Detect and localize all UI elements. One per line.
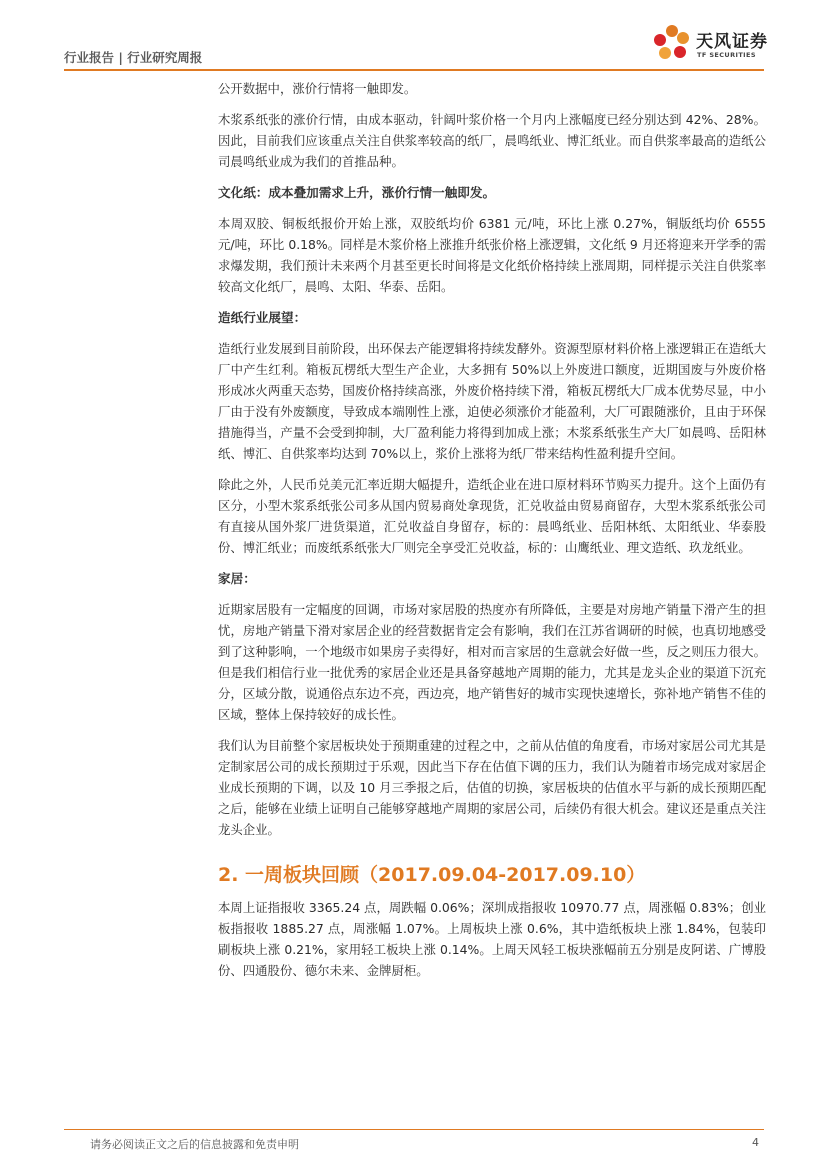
main-content [218, 78, 766, 991]
section-title-weekly-review: 2. 一周板块回顾（2017.09.04-2017.09.10） [218, 864, 646, 886]
subheading-furniture: 家居： [218, 571, 256, 586]
footer-disclaimer: 请务必阅读正文之后的信息披露和免责申明 [90, 1138, 299, 1151]
subheading-industry-outlook: 造纸行业展望： [218, 310, 307, 325]
subheading-culture-paper: 文化纸：成本叠加需求上升，涨价行情一触即发。 [218, 185, 496, 200]
paragraph: 除此之外，人民币兑美元汇率近期大幅提升，造纸企业在进口原材料环节购买力提升。这个上面仍有区分，小型木浆系纸张公司多从国内贸易商处拿现货，汇兑收益由贸易商留存，大型木浆系纸张公司有直接从国外浆厂进货渠道，汇兑收益自身留存，标的：晨鸣纸业、岳阳林纸、太阳纸业、华泰股份、博汇纸业；而废纸系纸张大厂则完全享受汇兑收益，标的：山鹰纸业、理文造纸、玖龙纸业。 [218, 477, 766, 555]
paragraph: 我们认为目前整个家居板块处于预期重建的过程之中，之前从估值的角度看，市场对家居公司尤其是定制家居公司的成长预期过于乐观，因此当下存在估值下调的压力，我们认为随着市场完成对家居企业成长预期的下调，以及 10 月三季报之后，估值的切换，家居板块的估值水平与新的成长预期匹配之后，能够在业绩上证明自己能够穿越地产周期的家居公司，后续仍有很大机会。建议还是重点关注龙头企业。 [218, 738, 766, 837]
paragraph: 公开数据中，涨价行情将一触即发。 [218, 81, 417, 96]
paragraph: 本周上证指报收 3365.24 点，周跌幅 0.06%；深圳成指报收 10970.77 点，周涨幅 0.83%；创业板指报收 1885.27 点，周涨幅 1.07%。上周板块上涨 0.6%，其中造纸板块上涨 1.84%，包装印刷板块上涨 0.21%，家用轻工板块上涨 0.14%。上周天风轻工板块涨幅前五分别是皮阿诺、广博股份、四通股份、德尔未来、金牌厨柜。 [218, 900, 766, 978]
paragraph: 近期家居股有一定幅度的回调，市场对家居股的热度亦有所降低，主要是对房地产销量下滑产生的担忧，房地产销量下滑对家居企业的经营数据肯定会有影响，我们在江苏省调研的时候，也真切地感受到了这种影响，一个地级市如果房子卖得好，相对而言家居的生意就会好做一些，反之则压力很大。但是我们相信行业一批优秀的家居企业还是具备穿越地产周期的能力，尤其是龙头企业的渠道下沉充分，区域分散，说通俗点东边不亮，西边亮，地产销售好的城市实现快速增长，弥补地产销售不佳的区域，整体上保持较好的成长性。 [218, 602, 766, 722]
company-logo [650, 22, 768, 66]
paragraph: 本周双胶、铜板纸报价开始上涨，双胶纸均价 6381 元/吨，环比上涨 0.27%，铜版纸均价 6555 元/吨，环比 0.18%。同样是木浆价格上涨推升纸张价格上涨逻辑，文化纸 9 月还将迎来开学季的需求爆发期，我们预计未来两个月甚至更长时间将是文化纸价格持续上涨周期，同样提示关注自供浆率较高文化纸厂，晨鸣、太阳、华泰、岳阳。 [218, 216, 766, 294]
footer-rule [64, 1129, 764, 1130]
page-number: 4 [752, 1136, 759, 1149]
paragraph: 造纸行业发展到目前阶段，出环保去产能逻辑将持续发酵外。资源型原材料价格上涨逻辑正在造纸大厂中产生红利。箱板瓦楞纸大型生产企业，大多拥有 50%以上外废进口额度，近期国废与外废价格形成冰火两重天态势，国废价格持续高涨，外废价格持续下滑，箱板瓦楞纸大厂成本优势尽显，中小厂由于没有外废额度，导致成本端刚性上涨，迫使必须涨价才能盈利，大厂可跟随涨价，且由于环保措施得当，产量不会受到抑制，大厂盈利能力将得到加成上涨；木浆系纸张生产大厂如晨鸣、岳阳林纸、博汇、自供浆率均达到 70%以上，浆价上涨将为纸厂带来结构性盈利提升空间。 [218, 341, 766, 461]
logo-subtitle: TF SECURITIES [697, 51, 756, 59]
header-rule [64, 69, 764, 71]
logo-name: 天风证券 [696, 32, 768, 52]
paragraph: 木浆系纸张的涨价行情，由成本驱动，针阔叶浆价格一个月内上涨幅度已经分别达到 42%、28%。因此，目前我们应该重点关注自供浆率较高的纸厂，晨鸣纸业、博汇纸业。而自供浆率最高的造纸公司晨鸣纸业成为我们的首推品种。 [218, 112, 766, 169]
report-type-label: 行业报告 | 行业研究周报 [64, 50, 203, 65]
flower-logo-icon [650, 22, 694, 66]
